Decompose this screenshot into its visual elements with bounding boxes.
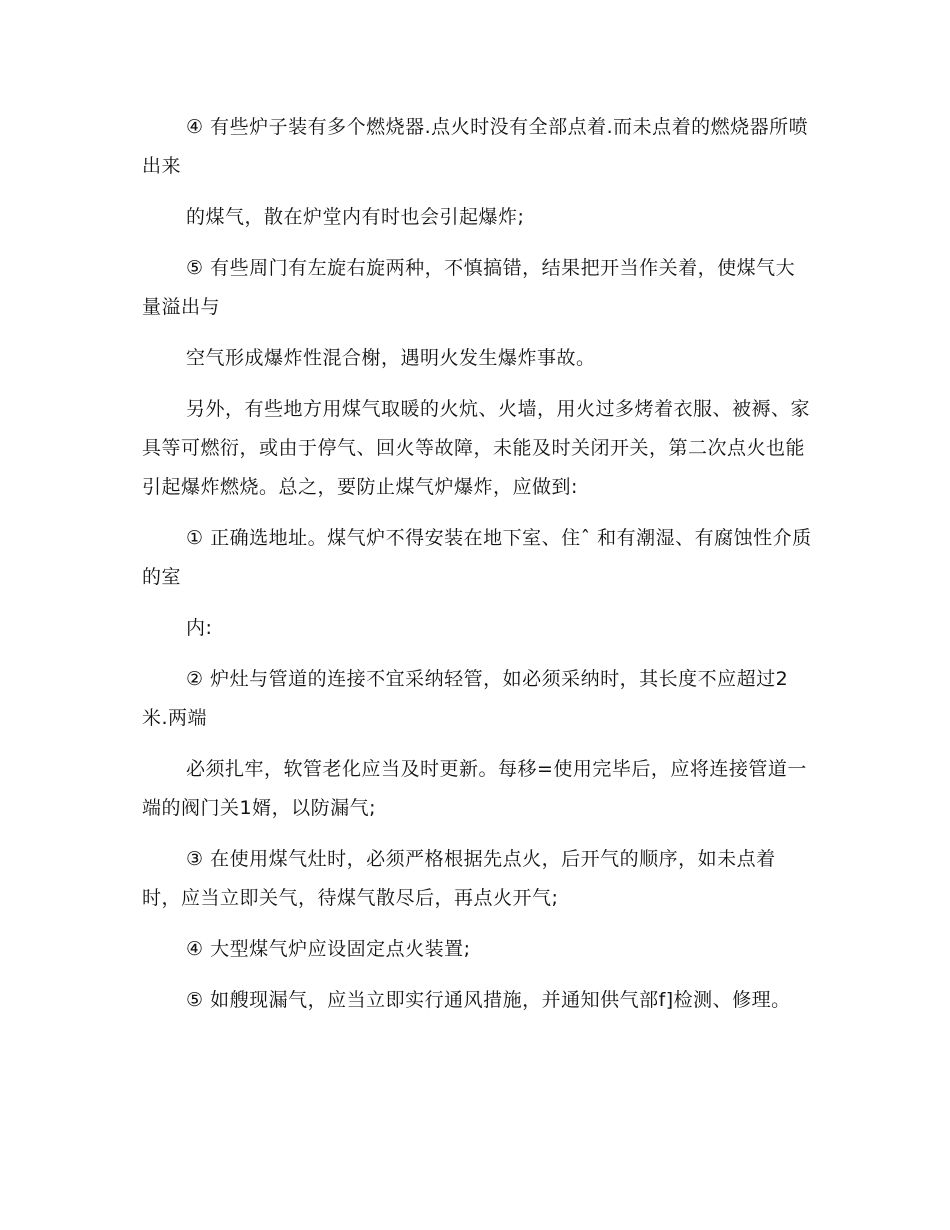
paragraph-measure-2-line1: ② 炉灶与管道的连接不宜采纳轻管，如必须采纳时，其长度不应超过2米.两端 (142, 668, 789, 729)
paragraph-item-4-line1: ④ 有些炉子装有多个燃烧器.点火时没有全部点着.而未点着的燃烧器所喷出来 (142, 116, 809, 177)
paragraph-item-5-line2: 空气形成爆炸性混合榭，遇明火发生爆炸事故。 (186, 347, 596, 369)
document-body (142, 108, 812, 1020)
paragraph-measure-4: ④ 大型煤气炉应设固定点火装置; (186, 938, 471, 960)
paragraph-measure-1-line1: ① 正确选地址。煤气炉不得安装在地下室、住ˆ 和有潮湿、有腐蚀性介质的室 (142, 527, 812, 588)
paragraph-item-5-line1: ⑤ 有些周门有左旋右旋两种，不慎搞错，结果把开当作关着，使煤气大量溢出与 (142, 257, 796, 318)
paragraph-item-4-line2: 的煤气，散在炉堂内有时也会引起爆炸; (186, 206, 525, 228)
paragraph-measure-1-line2: 内: (186, 617, 213, 639)
paragraph-measure-5: ⑤ 如艘现漏气，应当立即实行通风措施，并通知供气部f]检测、修理。 (186, 989, 791, 1011)
paragraph-measure-2-line2: 必须扎牢，软管老化应当及时更新。每移=使用完毕后，应将连接管道一端的阀门关1婿，以防漏气; (142, 758, 807, 819)
paragraph-measure-3: ③ 在使用煤气灶时，必须严格根据先点火，后开气的顺序，如未点着时，应当立即关气，待煤气散尽后，再点火开气; (142, 848, 776, 909)
paragraph-additional-notes: 另外，有些地方用煤气取暖的火炕、火墙，用火过多烤着衣服、被褥、家具等可燃衍，或由于停气、回火等故障，未能及时关闭开关，第二次点火也能引起爆炸燃烧。总之，要防止煤气炉爆炸，应做到: (142, 398, 811, 498)
